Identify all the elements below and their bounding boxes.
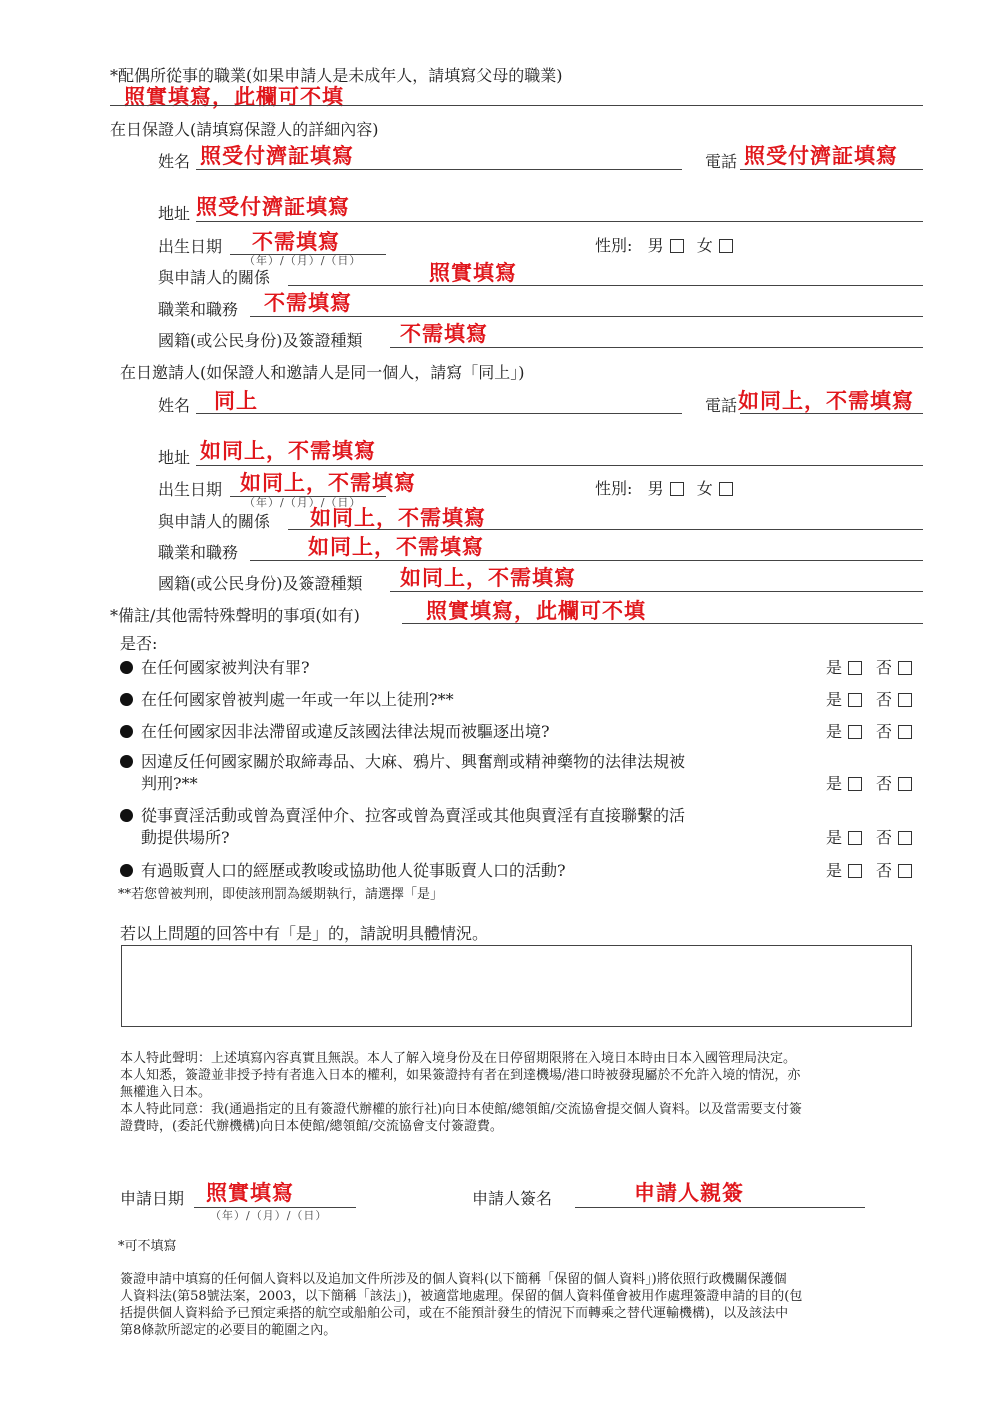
signature-value[interactable]: 申請人親簽 [634,1181,744,1205]
yes-checkbox[interactable] [848,864,862,878]
no-label: 否 [876,861,893,880]
inviter-dob-label: 出生日期 [158,480,223,499]
inviter-name-label: 姓名 [158,396,191,415]
guarantor-nationality-line [390,347,923,348]
inviter-dob-hint: （年）/（月）/（日） [244,496,362,509]
question-answer [826,690,912,710]
spouse-occupation-value[interactable]: 照實填寫，此欄可不填 [124,85,344,109]
question-item [120,752,685,772]
no-checkbox[interactable] [898,661,912,675]
guarantor-name-label: 姓名 [158,152,191,171]
inviter-occupation-label: 職業和職務 [158,543,239,562]
yes-label: 是 [826,828,843,847]
declaration [120,1050,920,1135]
guarantor-relation-line [288,285,923,286]
yes-label: 是 [826,658,843,677]
yes-label: 是 [826,774,843,793]
bullet-icon [120,693,133,706]
question-text: 從事賣淫活動或曾為賣淫仲介、拉客或曾為賣淫或其他與賣淫有直接聯繫的活 [141,806,686,825]
declaration-line: 本人特此聲明：上述填寫內容真實且無誤。本人了解入境身份及在日停留期限將在入境日本時由日本入國管理局決定。 [120,1051,797,1066]
guarantor-occupation-line [250,316,923,317]
privacy-line: 簽證申請中填寫的任何個人資料以及追加文件所涉及的個人資料(以下簡稱「保留的個人資料」)將依照行政機關保護個 [120,1272,787,1287]
inviter-relation-line [288,529,923,530]
question-item [120,690,454,710]
question-text: 在任何國家因非法滯留或違反該國法律法規而被驅逐出境? [141,722,550,741]
signature-line [575,1207,865,1208]
remarks-value[interactable]: 照實填寫，此欄可不填 [426,599,646,623]
no-checkbox[interactable] [898,831,912,845]
no-label: 否 [876,658,893,677]
inviter-occupation-line [250,560,923,561]
spouse-occupation-line [110,105,923,106]
guarantor-dob-value[interactable]: 不需填寫 [252,230,340,254]
gender-label: 性別: [595,479,633,498]
guarantor-phone-label: 電話 [705,152,738,171]
inviter-address-value[interactable]: 如同上，不需填寫 [200,439,376,463]
guarantor-address-line [196,221,923,222]
privacy-line: 人資料法(第58號法案，2003，以下簡稱「該法」)，被適當地處理。保留的個人資料僅會被用作處理簽證申請的目的(包 [120,1289,803,1304]
declaration-line: 無權進入日本。 [120,1085,212,1100]
inviter-nationality-label: 國籍(或公民身份)及簽證種類 [158,574,363,593]
questions-heading: 是否: [120,634,158,653]
question-item [120,806,685,826]
no-label: 否 [876,722,893,741]
guarantor-name-line [196,169,682,170]
inviter-nationality-line [390,591,923,592]
yes-label: 是 [826,861,843,880]
application-date-line [194,1207,356,1208]
guarantor-address-value[interactable]: 照受付濟証填寫 [196,195,350,219]
no-checkbox[interactable] [898,725,912,739]
question-text: 因違反任何國家關於取締毒品、大麻、鴉片、興奮劑或精神藥物的法律法規被 [141,752,686,771]
yes-checkbox[interactable] [848,777,862,791]
question-item [120,861,566,881]
guarantor-relation-value[interactable]: 照實填寫 [429,261,517,285]
no-checkbox[interactable] [898,777,912,791]
question-text: 在任何國家被判決有罪? [141,658,310,677]
male-checkbox[interactable] [670,482,684,496]
yes-checkbox[interactable] [848,693,862,707]
guarantor-occupation-label: 職業和職務 [158,300,239,319]
inviter-name-line [196,413,682,414]
remarks-line [402,623,923,624]
guarantor-gender [595,236,741,256]
no-checkbox[interactable] [898,864,912,878]
explain-textbox[interactable] [121,945,912,1027]
gender-label: 性別: [595,236,633,255]
optional-note: *可不填寫 [118,1239,177,1254]
question-answer [826,722,912,742]
guarantor-phone-line [740,169,923,170]
inviter-phone-line [740,413,923,414]
guarantor-heading: 在日保證人(請填寫保證人的詳細內容) [110,120,379,139]
application-date-hint: （年）/（月）/（日） [210,1209,328,1222]
female-label: 女 [696,236,713,255]
guarantor-address-label: 地址 [158,204,191,223]
no-label: 否 [876,828,893,847]
inviter-phone-label: 電話 [705,396,738,415]
no-label: 否 [876,774,893,793]
female-checkbox[interactable] [719,239,733,253]
yes-label: 是 [826,722,843,741]
guarantor-dob-label: 出生日期 [158,237,223,256]
inviter-name-value[interactable]: 同上 [214,389,258,413]
yes-checkbox[interactable] [848,725,862,739]
inviter-phone-value[interactable]: 如同上，不需填寫 [738,389,914,413]
declaration-line: 本人特此同意：我(通過指定的且有簽證代辦權的旅行社)向日本使館/總領館/交流協會提交個人資料。以及當需要支付簽 [120,1102,802,1117]
remarks-label: *備註/其他需特殊聲明的事項(如有) [110,606,360,625]
bullet-icon [120,755,133,768]
inviter-address-label: 地址 [158,448,191,467]
questions-footnote: **若您曾被判刑，即使該刑罰為緩期執行，請選擇「是」 [118,887,444,902]
inviter-address-line [196,465,923,466]
privacy-notice [120,1271,920,1339]
inviter-dob-value[interactable]: 如同上，不需填寫 [240,471,416,495]
male-checkbox[interactable] [670,239,684,253]
bullet-icon [120,864,133,877]
guarantor-relation-label: 與申請人的關係 [158,268,271,287]
guarantor-nationality-label: 國籍(或公民身份)及簽證種類 [158,331,363,350]
declaration-line: 本人知悉，簽證並非授予持有者進入日本的權利，如果簽證持有者在到達機場/港口時被發現屬於不允許入境的情況，亦 [120,1068,801,1083]
privacy-line: 括提供個人資料給予已預定乘搭的航空或船舶公司，或在不能預計發生的情況下而轉乘之替代運輸機構)，以及該法中 [120,1306,789,1321]
question-item [120,658,310,678]
male-label: 男 [647,479,664,498]
inviter-relation-label: 與申請人的關係 [158,512,271,531]
question-answer [826,658,912,678]
explain-label: 若以上問題的回答中有「是」的，請說明具體情況。 [120,924,489,943]
no-label: 否 [876,690,893,709]
male-label: 男 [647,236,664,255]
question-text-cont: 動提供場所? [141,828,230,847]
application-date-label: 申請日期 [120,1189,185,1208]
question-text-cont: 判刑?** [141,774,198,793]
question-text: 在任何國家曾被判處一年或一年以上徒刑?** [141,690,454,709]
bullet-icon [120,725,133,738]
question-text: 有過販賣人口的經歷或教唆或協助他人從事販賣人口的活動? [141,861,566,880]
guarantor-phone-value[interactable]: 照受付濟証填寫 [744,144,898,168]
inviter-heading: 在日邀請人(如保證人和邀請人是同一個人，請寫「同上」) [120,363,525,382]
female-label: 女 [696,479,713,498]
inviter-gender [595,479,741,499]
yes-checkbox[interactable] [848,661,862,675]
inviter-nationality-value[interactable]: 如同上，不需填寫 [400,566,576,590]
guarantor-dob-hint: （年）/（月）/（日） [244,254,362,267]
no-checkbox[interactable] [898,693,912,707]
female-checkbox[interactable] [719,482,733,496]
signature-label: 申請人簽名 [472,1189,553,1208]
yes-label: 是 [826,690,843,709]
privacy-line: 第8條款所認定的必要目的範圍之內。 [120,1323,337,1338]
spouse-occupation-label: *配偶所從事的職業(如果申請人是未成年人，請填寫父母的職業) [110,66,563,85]
question-item [120,722,550,742]
yes-checkbox[interactable] [848,831,862,845]
guarantor-occupation-value[interactable]: 不需填寫 [264,291,352,315]
bullet-icon [120,661,133,674]
bullet-icon [120,809,133,822]
inviter-occupation-value[interactable]: 如同上，不需填寫 [308,535,484,559]
application-date-value[interactable]: 照實填寫 [206,1181,294,1205]
guarantor-nationality-value[interactable]: 不需填寫 [400,322,488,346]
question-answer [826,861,912,881]
inviter-relation-value[interactable]: 如同上，不需填寫 [310,506,486,530]
question-answer [826,828,912,848]
guarantor-name-value[interactable]: 照受付濟証填寫 [200,144,354,168]
declaration-line: 證費時，(委託代辦機構)向日本使館/總領館/交流協會支付簽證費。 [120,1119,503,1134]
question-answer [826,774,912,794]
